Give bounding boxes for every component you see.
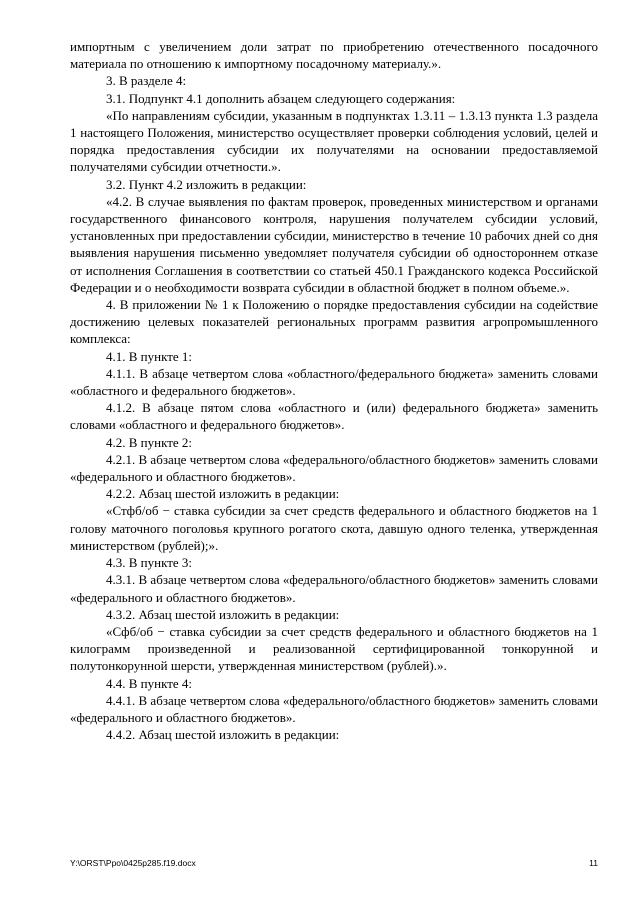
page-number: 11 xyxy=(589,858,598,868)
footer-file-path: Y:\ORST\Ppo\0425p285.f19.docx xyxy=(70,858,196,868)
paragraph: 4.3.2. Абзац шестой изложить в редакции: xyxy=(106,606,340,622)
paragraph: 4.3.1. В абзаце четвертом слова «федерального/областного бюджетов» заменить словами «федерального и областного бюджетов». xyxy=(70,572,598,605)
paragraph: «Стфб/об − ставка субсидии за счет средств федерального и областного бюджетов на 1 голову маточного поголовья крупного рогатого скота, давшую одного теленка, утвержденная министерством (рублей);». xyxy=(70,503,598,553)
paragraph: «Сфб/об − ставка субсидии за счет средств федерального и областного бюджетов на 1 килограмм произведенной и реализованной сертифицированной тонкорунной и полутонкорунной шерсти, утвержденная министерством (рублей).». xyxy=(70,623,598,674)
paragraph: 4.3. В пункте 3: xyxy=(106,555,193,571)
paragraph: 4.4. В пункте 4: xyxy=(106,675,193,691)
paragraph: 4.1. В пункте 1: xyxy=(106,348,193,364)
page-footer xyxy=(70,858,598,868)
paragraph: 4.1.1. В абзаце четвертом слова «областного/федерального бюджета» заменить словами «областного и федерального бюджетов». xyxy=(70,365,598,399)
paragraph: 4.2.2. Абзац шестой изложить в редакции: xyxy=(106,486,340,502)
paragraph: 3. В разделе 4: xyxy=(106,73,187,89)
paragraph: 3.2. Пункт 4.2 изложить в редакции: xyxy=(106,176,307,192)
paragraph: 4.4.1. В абзаце четвертом слова «федерального/областного бюджетов» заменить словами «федерального и областного бюджетов». xyxy=(70,692,598,725)
paragraph: 4. В приложении № 1 к Положению о порядке предоставления субсидии на содействие достижению целевых показателей региональных программ развития агропромышленного комплекса: xyxy=(70,297,598,347)
paragraph: «По направлениям субсидии, указанным в подпунктах 1.3.11 – 1.3.13 пункта 1.3 раздела 1 настоящего Положения, министерство осуществляет проверки соблюдения условий, целей и порядка предоставления субсидии их получателями на основании предоставляемой получателями субсидии отчетности.». xyxy=(70,107,598,175)
paragraph: 4.4.2. Абзац шестой изложить в редакции: xyxy=(106,727,340,743)
document-body xyxy=(70,38,598,743)
paragraph: 4.1.2. В абзаце пятом слова «областного и (или) федерального бюджета» заменить словами «областного и федерального бюджетов». xyxy=(70,400,598,433)
paragraph: «4.2. В случае выявления по фактам проверок, проведенных министерством и органами государственного финансового контроля, нарушения получателем субсидии условий, установленных при предоставлении субсидии, министерство в течение 10 рабочих дней со дня выявления нарушения письменно уведомляет получателя субсидии об одностороннем отказе от исполнения Соглашения в соответствии со статьей 450.1 Гражданского кодекса Российской Федерации и о необходимости возврата субсидии в областной бюджет в полном объеме.». xyxy=(70,193,598,295)
paragraph: импортным с увеличением доли затрат по приобретению отечественного посадочного материала по отношению к импортному посадочному материалу.». xyxy=(70,39,598,72)
paragraph: 4.2.1. В абзаце четвертом слова «федерального/областного бюджетов» заменить словами «федерального и областного бюджетов». xyxy=(70,451,598,485)
paragraph: 3.1. Подпункт 4.1 дополнить абзацем следующего содержания: xyxy=(106,90,456,106)
paragraph: 4.2. В пункте 2: xyxy=(106,434,193,450)
